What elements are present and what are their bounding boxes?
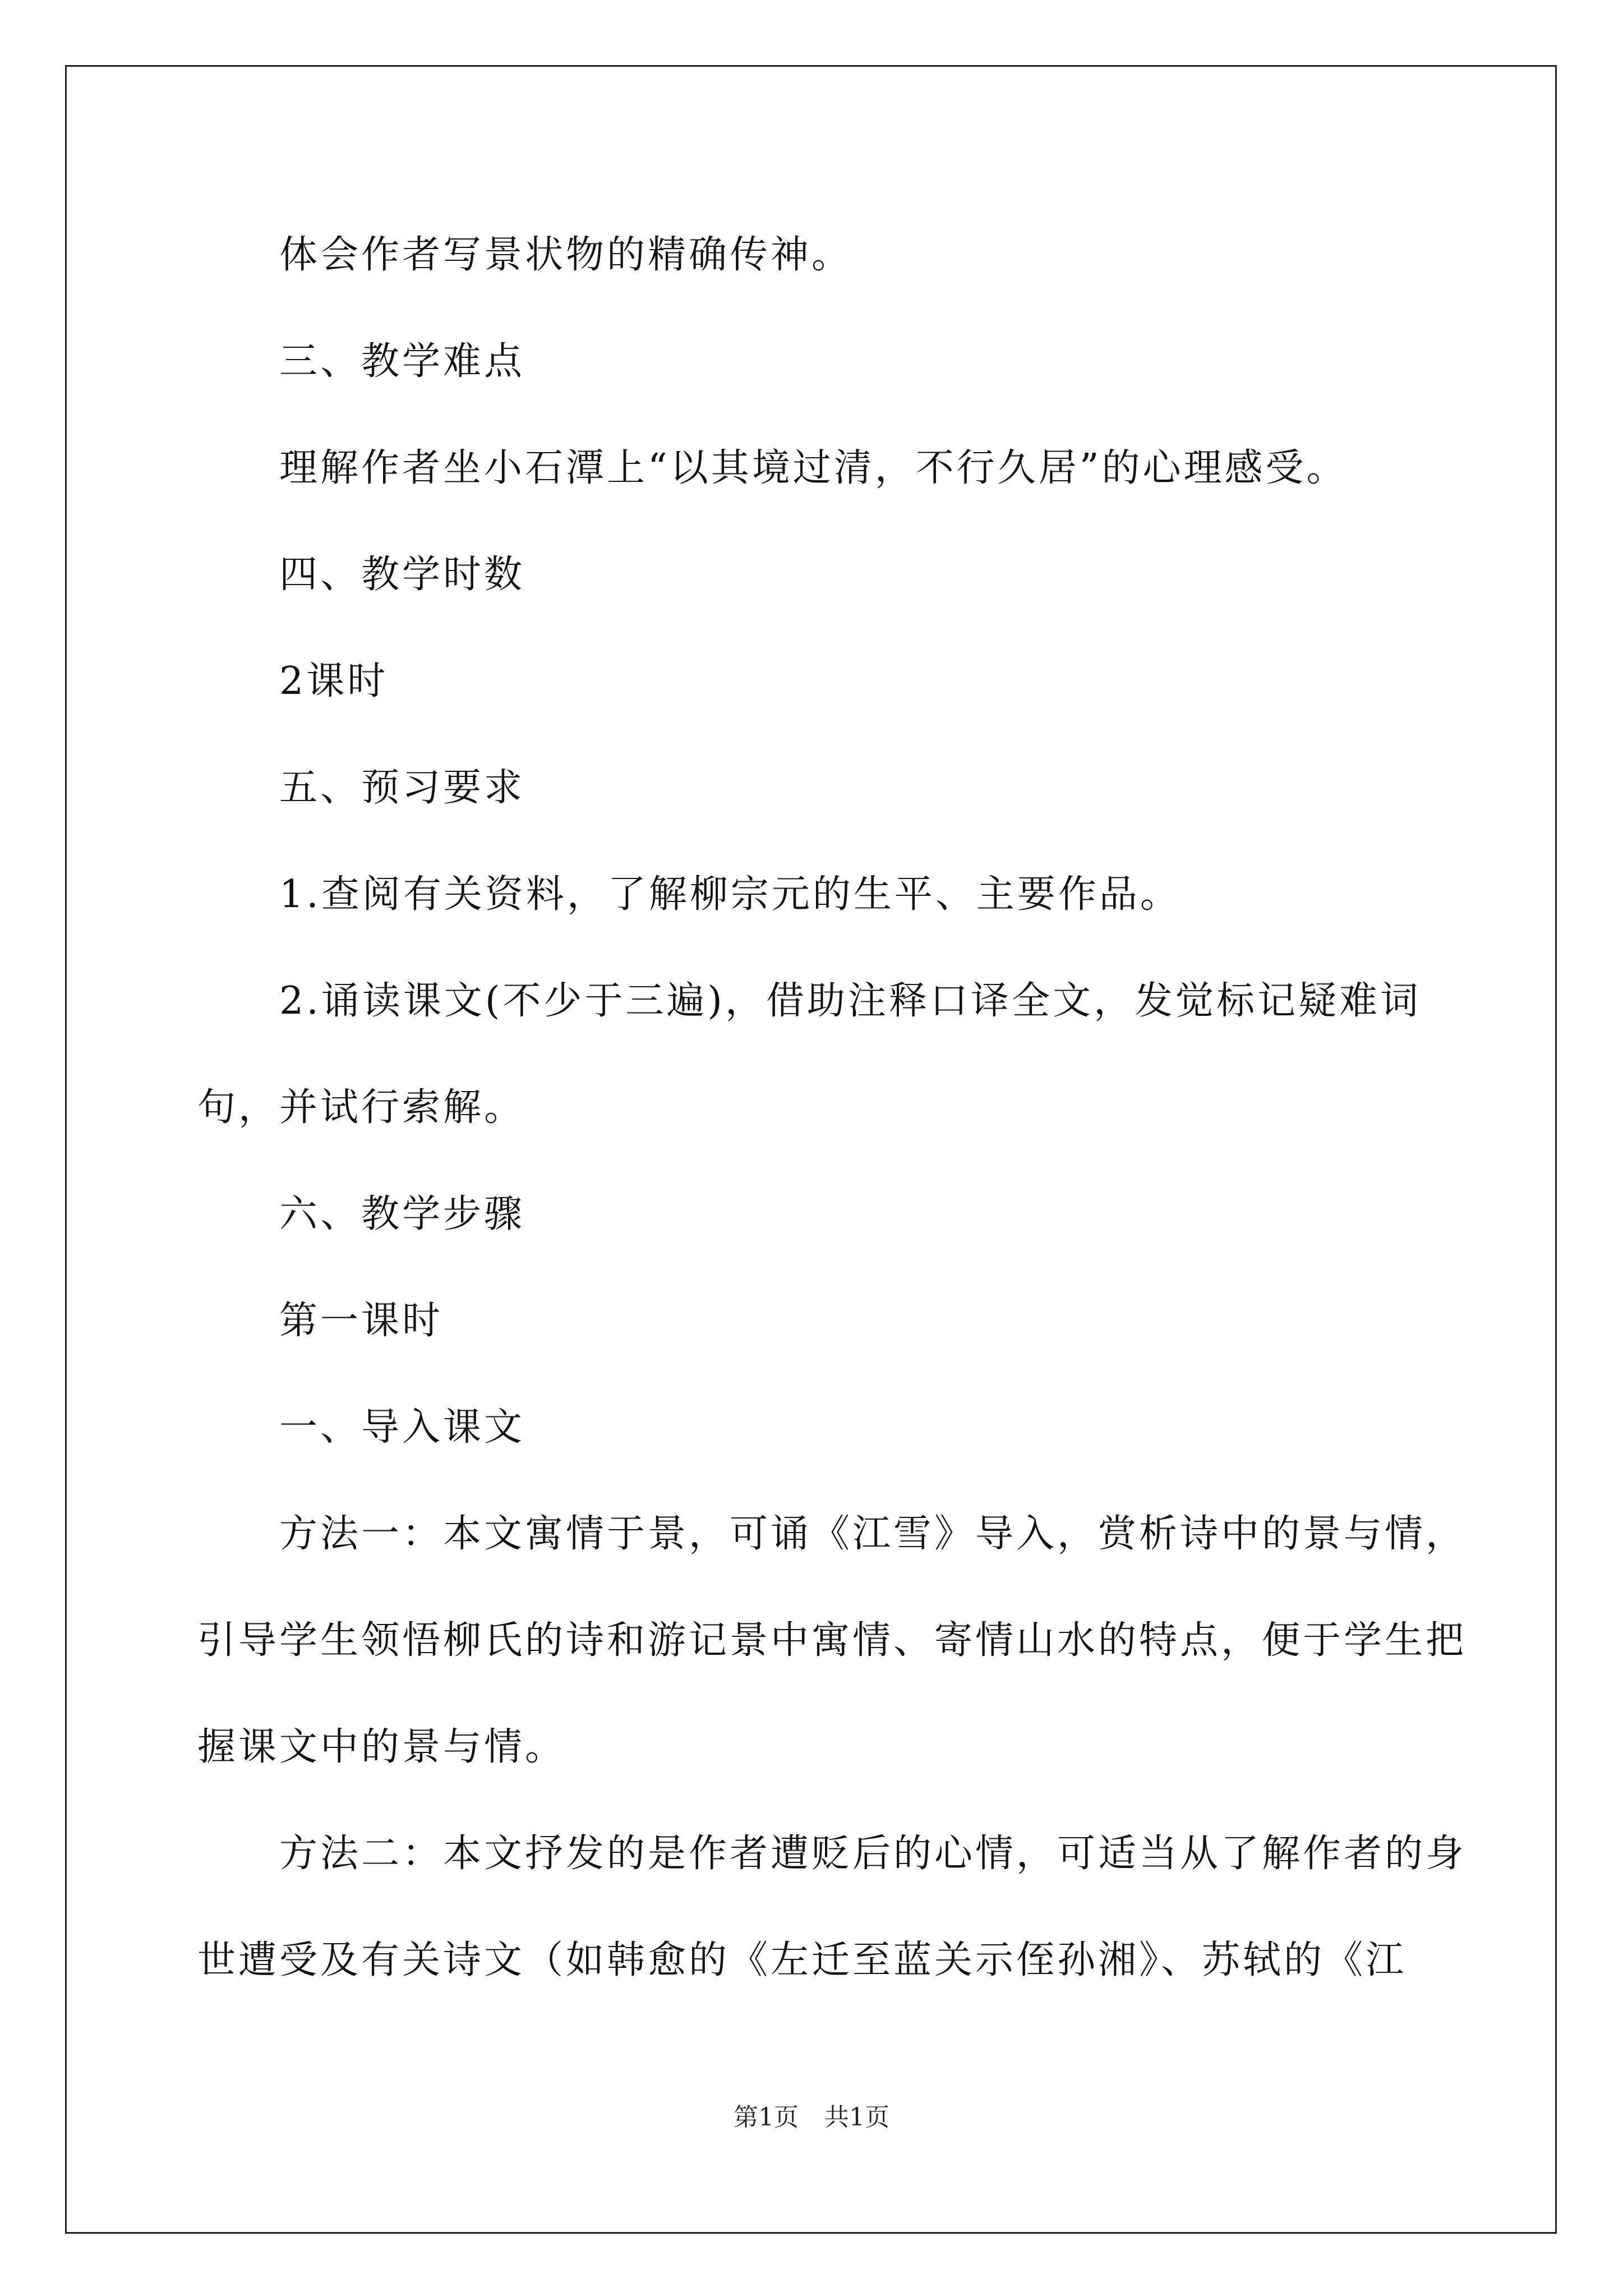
section-heading: 五、预习要求 — [279, 766, 525, 810]
subsection-heading: 第一课时 — [279, 1299, 444, 1343]
paragraph: 方法二：本文抒发的是作者遭贬后的心情，可适当从了解作者的身世遭受及有关诗文（如韩愈的《左迁至蓝关示侄孙湘》、苏轼的《江 — [197, 1832, 1467, 1982]
list-item: 1.查阅有关资料，了解柳宗元的生平、主要作品。 — [279, 872, 1181, 917]
paragraph: 2课时 — [279, 659, 389, 703]
page-total: 共1页 — [824, 2103, 889, 2132]
section-heading: 三、教学难点 — [279, 339, 525, 384]
paragraph: 理解作者坐小石潭上“以其境过清，不行久居”的心理感受。 — [279, 446, 1348, 490]
paragraph: 体会作者写景状物的精确传神。 — [279, 233, 853, 277]
section-heading: 六、教学步骤 — [279, 1192, 525, 1236]
list-item: 2.诵读课文(不少于三遍)，借助注释口译全文，发觉标记疑难词句，并试行索解。 — [197, 979, 1421, 1130]
section-heading: 一、导入课文 — [279, 1405, 525, 1450]
document-body — [197, 202, 1468, 2014]
page-footer — [0, 2101, 1623, 2134]
section-heading: 四、教学时数 — [279, 553, 525, 597]
paragraph: 方法一：本文寓情于景，可诵《江雪》导入，赏析诗中的景与情，引导学生领悟柳氏的诗和游记景中寓情、寄情山水的特点，便于学生把握课文中的景与情。 — [197, 1512, 1467, 1769]
page-number: 第1页 — [734, 2103, 799, 2132]
